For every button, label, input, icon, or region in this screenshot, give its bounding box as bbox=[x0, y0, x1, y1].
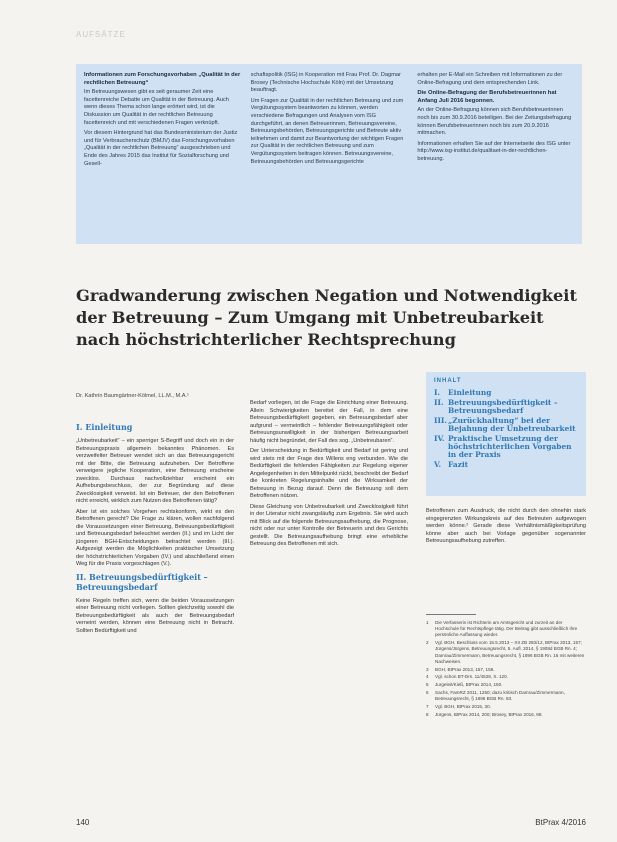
footnote-text: Vgl. BGH, BtPrax 2015, 30. bbox=[435, 704, 491, 709]
info-box-column bbox=[251, 72, 408, 238]
toc-number: IV. bbox=[434, 433, 445, 443]
body-column bbox=[250, 400, 408, 820]
info-paragraph: erhalten per E-Mail ein Schreiben mit Informationen zu der Online-Befragung und dem entsprechenden Link. bbox=[417, 72, 563, 86]
toc-text: Betreuungsbedürftigkeit – Betreuungsbedarf bbox=[448, 397, 558, 415]
section-heading: II. Betreuungsbedürftigkeit – Betreuungsbedarf bbox=[76, 571, 208, 592]
info-box bbox=[76, 64, 582, 244]
footnote bbox=[426, 690, 586, 702]
footnote-text: Jürgens, BtPrax 2014, 200; Brosey, BtPrax 2016, 88. bbox=[435, 711, 543, 717]
info-box-column bbox=[417, 72, 574, 238]
info-heading: Die Online-Befragung der Berufsbetreuerinnen hat Anfang Juli 2016 begonnen. bbox=[417, 90, 557, 104]
footnote bbox=[426, 712, 586, 718]
page-footer bbox=[76, 818, 586, 827]
table-of-contents bbox=[426, 372, 586, 496]
info-paragraph: An der Online-Befragung können sich Berufsbetreuerinnen noch bis zum 30.9.2016 beteiligen. Bei der Zeitungsbefragung können Berufsbetreuerinnen noch bis zum 20.9.2016 mitmachen. bbox=[417, 107, 572, 137]
body-paragraph: Betroffenen zum Ausdruck, die nicht durch den ohnehin stark eingegrenzten Wirkungskreis auf des Betreuten aufgewogen werden könne.² Gerade diese Verhältnismäßigkeitsprüfung könne aber auch bei Vorlage gegenüber sogenannter Betreuungsaufhebung zutreffen. bbox=[426, 508, 586, 544]
info-heading: Informationen zum Forschungsvorhaben „Qualität in der rechtlichen Betreuung“ bbox=[84, 72, 241, 86]
footnote-number: 8 bbox=[426, 711, 429, 717]
toc-item bbox=[434, 399, 578, 416]
footnote bbox=[426, 640, 586, 665]
info-box-column bbox=[84, 72, 241, 238]
footnote-divider bbox=[426, 614, 476, 615]
body-paragraph: Keine Regeln treffen sich, wenn die beiden Voraussetzungen einer Betreuung nicht vorliegen. Sollten gleichzeitig sowohl die Betreuungsbedürftigkeit als auch der Betreuungsbedarf verneint werden, können eine Betreuung nicht in Betracht. Sollten Bedürftigkeit und bbox=[76, 597, 234, 634]
body-paragraph: Bedarf vorliegen, ist die Frage die Einrichtung einer Betreuung. Allein Schwierigkeiten bereitet der Fall, in dem eine Betreuungsbedürftigkeit gegeben, ein Betreuungsbedarf aber aufgrund – vermeintlich – fehlender Betreuungsfähigkeit oder Betreuungsunwilligkeit in der bisherigen Betreuungsarbeit häufig nicht begründet, der Fall des sog. „Unbetreubaren“. bbox=[250, 400, 408, 444]
toc-text: Praktische Umsetzung der höchstrichterlichen Vorgaben in der Praxis bbox=[448, 433, 572, 460]
footnote-number: 7 bbox=[426, 704, 429, 709]
footnote-text: Jurgeleit/Kieß, BtPrax 2014, 150. bbox=[435, 682, 503, 688]
footnote-number: 6 bbox=[426, 690, 429, 695]
info-paragraph: Vor diesem Hintergrund hat das Bundesministerium der Justiz und für Verbraucherschutz (BMJV) das Forschungsvorhaben „Qualität in der rechtlichen Betreuung“ ausgeschrieben und Ende des Jahres 2015 das Institut für Sozialforschung und Gesell- bbox=[84, 130, 238, 167]
body-column bbox=[76, 420, 234, 820]
toc-item bbox=[434, 389, 578, 397]
info-paragraph: schaftspolitik (ISG) in Kooperation mit Frau Prof. Dr. Dagmar Brosey (Technische Hochschule Köln) mit der Umsetzung beauftragt. bbox=[250, 72, 401, 94]
toc-item bbox=[434, 435, 578, 460]
info-link-paragraph: Informationen erhalten Sie auf der Internetseite des ISG unter http://www.isg-institut.de/qualitaet-in-der-rechtlichen-betreuung. bbox=[417, 140, 571, 162]
toc-label: INHALT bbox=[434, 378, 462, 384]
footnote-number: 4 bbox=[426, 674, 429, 680]
footnote-number: 2 bbox=[426, 640, 429, 646]
footnote-text: Sachs, FamRZ 2011, 1250; dazu kritisch Damrau/Zimmermann, Betreuungsrecht, § 1896 BGB Rn. 83. bbox=[435, 690, 565, 702]
toc-number: I. bbox=[434, 388, 441, 397]
footnote bbox=[426, 667, 586, 673]
body-paragraph: „Unbetreubarkeit“ – ein sperriger S-Begriff und doch ein in der Betreuungspraxis allgemein bekanntes Phänomen. Es verzweifelter Betreuer wendet sich an das Betreuungsgericht mit der Bitte, die Betreuung aufzuheben. Der Betroffene verweigere jegliche Kooperation, eine Betreuung erscheine zwecklos. Durchaus nachvollziehbar erscheint ein Aufhebungsbeschluss, der zur Begründung auf diese Zwecklosigkeit verweist. Ist ein Betreuer, der den Betroffenen nicht erreicht, wirklich zum Nutzen des Betroffenen tätig? bbox=[76, 438, 234, 504]
footnote-text: BGH, BtPrax 2013, 157, 158. bbox=[435, 666, 495, 672]
toc-item bbox=[434, 417, 578, 434]
footnote bbox=[426, 620, 586, 639]
footnote-text: Die Verfasserin ist Richterin am Amtsgericht und zurzeit an der Hochschule für Rechtspflege tätig. Der Beitrag gibt ausschließlich ihre persönliche Auffassung wieder. bbox=[435, 620, 578, 638]
toc-text: Einleitung bbox=[448, 388, 492, 397]
footnote bbox=[426, 704, 586, 710]
info-paragraph: Um Fragen zur Qualität in der rechtlichen Betreuung und zum Vergütungssystem beantworten zu können, werden verschiedene Befragungen und Analysen vom ISG durchgeführt, an denen Betreuerinnen, Betreuungsvereine, Betreuungsbehörden, Betreuungsgerichte und Betreute aktiv teilnehmen und damit zur Beantwortung der wichtigen Fragen zur Qualität in der rechtlichen Betreuung und zum Vergütungssystem beitragen können. Betreuungsvereine, Betreuungsbehörden und Betreuungsgerichte bbox=[250, 97, 404, 165]
article-author: Dr. Kathrin Baumgärtner-Kölmel, LL.M., M.A.¹ bbox=[76, 393, 189, 399]
toc-text: Fazit bbox=[448, 460, 469, 469]
toc-number: V. bbox=[434, 460, 442, 469]
journal-issue: BtPrax 4/2016 bbox=[535, 818, 586, 827]
section-heading: I. Einleitung bbox=[76, 422, 133, 432]
toc-number: II. bbox=[434, 397, 444, 407]
footnote-number: 5 bbox=[426, 682, 429, 688]
body-paragraph: Aber ist ein solches Vorgehen rechtskonform, wirkt es den Betroffenen gerecht? Die Frage zu klären, wollen nachfolgend die Voraussetzungen einer Betreuung, Betreuungsbedürftigkeit und Betreuungsbedarf beleuchtet werden (II.) und im Licht der jüngeren BGH-Entscheidungen betrachtet werden (III.). Aufgezeigt werden die Möglichkeiten praktischer Umsetzung der höchstrichterlichen Vorgaben (IV.) und abschließend einen Weg für die Praxis vorgeschlagen (V.). bbox=[76, 508, 234, 567]
body-paragraph: Der Unterscheidung in Bedürftigkeit und Bedarf ist gering und wird stets mit der Frage des Willens eng verbunden. Wie die Bedürftigkeit die fehlenden Fähigkeiten zur Regelung eigener Angelegenheiten in den Mittelpunkt rückt, beschreibt der Bedarf die konkreten Regelungsinhalte und die Wirksamkeit der Betreuung in Bezug darauf. Denn die Betreuung soll dem Betroffenen nützen. bbox=[250, 448, 408, 499]
body-column bbox=[426, 508, 586, 608]
running-header: AUFSÄTZE bbox=[76, 30, 126, 39]
footnote-text: Vgl. BGH, Beschluss vom 15.5.2013 – XII ZB 283/12, BtPrax 2013, 157; Jürgens/Jürgens, Betreuungsrecht, 5. Aufl. 2014, § 1908d BGB Rn. 4; Damrau/Zimmermann, Betreuungsrecht, § 1896 BGB Rn. 16 mit weiteren Nachweisen. bbox=[435, 640, 585, 664]
article-title: Gradwanderung zwischen Negation und Notwendigkeit der Betreuung – Zum Umgang mit Unbetreubarkeit nach höchstrichterlicher Rechtsprechung bbox=[76, 286, 577, 349]
footnote-number: 1 bbox=[426, 620, 429, 625]
body-paragraph: Diese Gleichung von Unbetreubarkeit und Zwecklosigkeit führt in der Literatur nicht zwangsläufig zum Ergebnis. Sie wird auch mit Blick auf die folgende Betreuungsaufhebung, die Prognose, nicht oder nur unter Kontrolle der Betreuerin und des Gerichts gestellt. Die Betreuungsaufhebung bringt eine erhebliche Betreuung des Betroffenen mit sich. bbox=[250, 503, 408, 547]
toc-number: III. bbox=[434, 415, 447, 425]
info-paragraph: Im Betreuungswesen gibt es seit geraumer Zeit eine facettenreiche Debatte um Qualität in der Betreuung. Auch wenn dieses Thema schon lange erörtert wird, ist die Diskussion um Qualität in der rechtlichen Betreuung facettenreich und mit verschiedenen Fragen verknüpft. bbox=[84, 89, 229, 126]
page-number: 140 bbox=[76, 818, 90, 827]
footnotes bbox=[426, 614, 586, 824]
toc-item bbox=[434, 461, 578, 469]
footnote bbox=[426, 674, 586, 680]
footnote-text: Vgl. schon BT-Drs. 11/4528, S. 120. bbox=[435, 674, 508, 680]
footnote-number: 3 bbox=[426, 666, 429, 672]
footnote bbox=[426, 682, 586, 688]
toc-text: „Zurückhaltung“ bei der Bejahung der Unbetreubarkeit bbox=[448, 415, 576, 433]
